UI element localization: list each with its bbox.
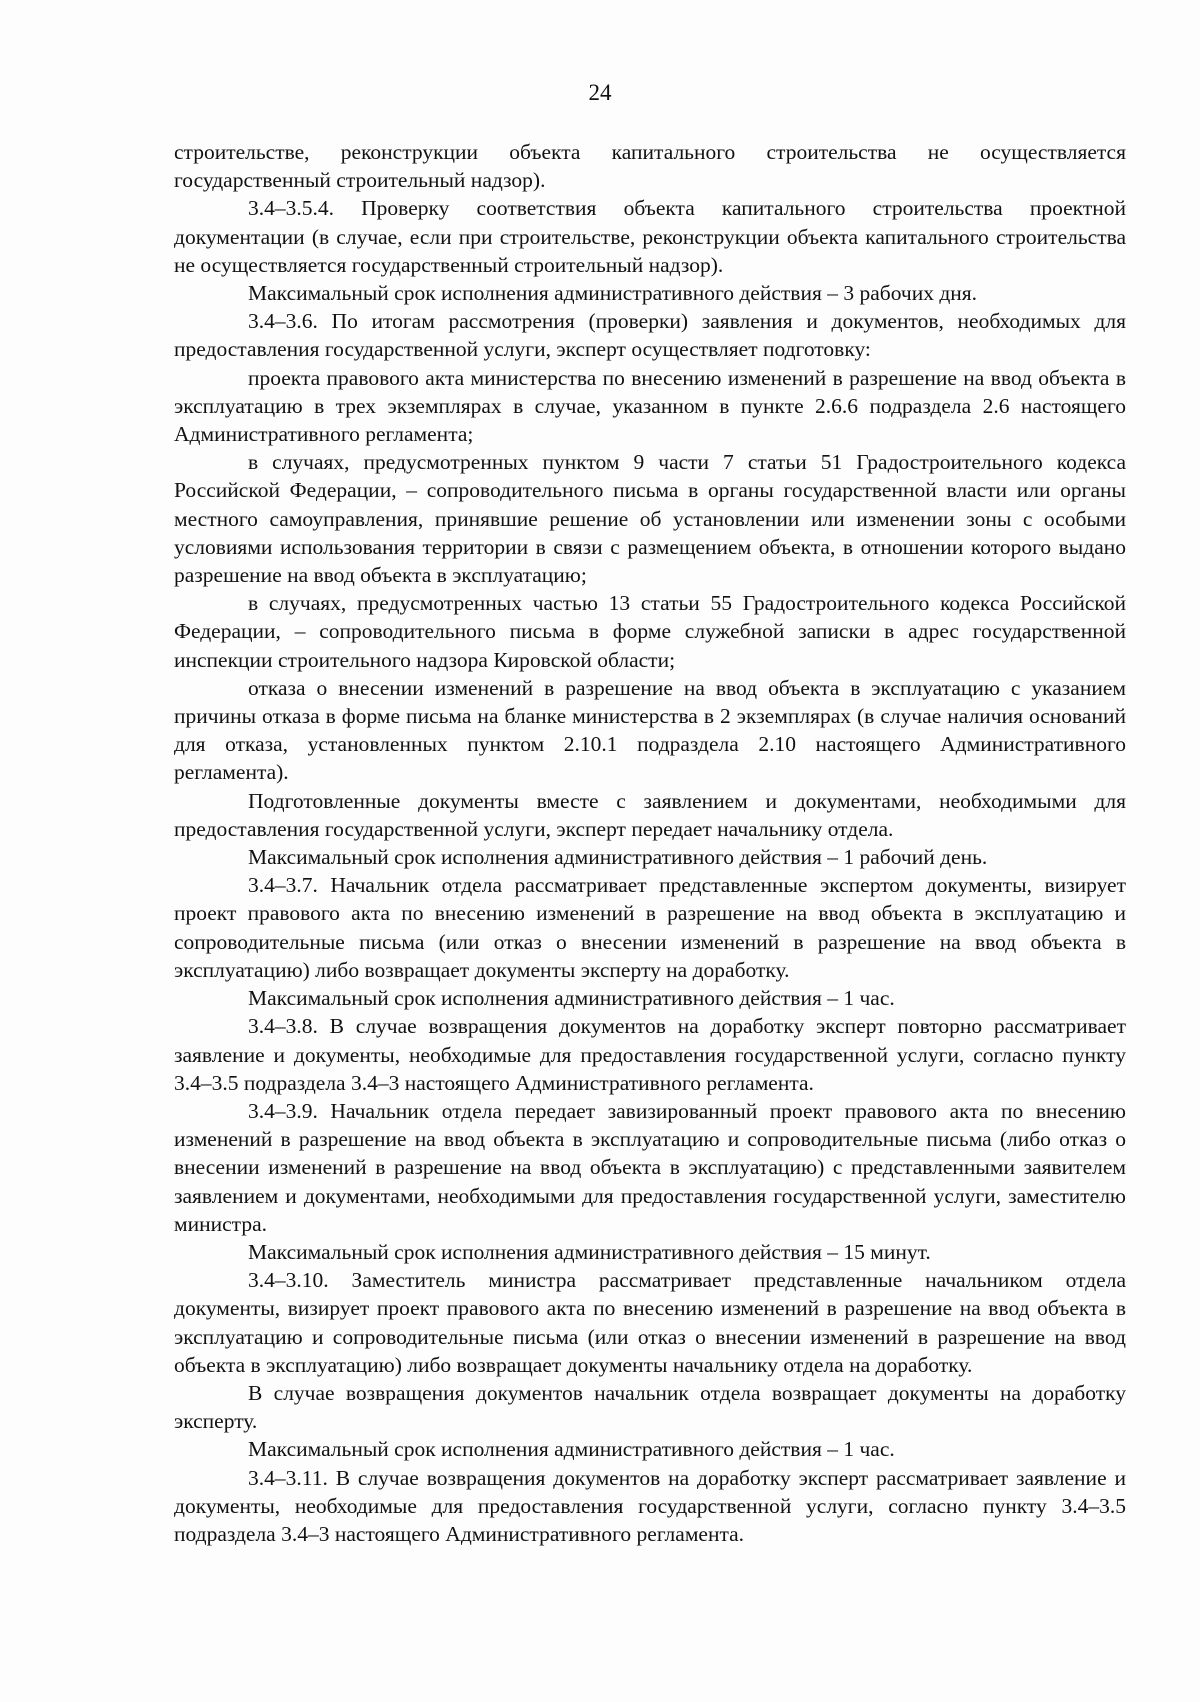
paragraph: Максимальный срок исполнения административного действия – 15 минут. — [248, 1239, 931, 1264]
paragraph: проекта правового акта министерства по внесению изменений в разрешение на ввод объекта в эксплуатацию в трех экземплярах в случае, указанном в пункте 2.6.6 подраздела 2.6 настоящего Административного регламента; — [174, 365, 1126, 447]
paragraph: отказа о внесении изменений в разрешение на ввод объекта в эксплуатацию с указанием причины отказа в форме письма на бланке министерства в 2 экземплярах (в случае наличия оснований для отказа, установленных пунктом 2.10.1 подраздела 2.10 настоящего Административного регламента). — [174, 675, 1126, 785]
paragraph: в случаях, предусмотренных частью 13 статьи 55 Градостроительного кодекса Российской Федерации, – сопроводительного письма в форме служебной записки в адрес государственной инспекции строительного надзора Кировской области; — [174, 591, 1126, 672]
paragraph: 3.4–3.5.4. Проверку соответствия объекта капитального строительства проектной документации (в случае, если при строительстве, реконструкции объекта капитального строительства не осуществляется государственный строительный надзор). — [174, 196, 1126, 277]
paragraph: 3.4–3.11. В случае возвращения документов на доработку эксперт рассматривает заявление и документы, необходимые для предоставления государственной услуги, согласно пункту 3.4–3.5 подраздела 3.4–3 настоящего Административного регламента. — [174, 1465, 1126, 1546]
paragraph: 3.4–3.6. По итогам рассмотрения (проверки) заявления и документов, необходимых для предоставления государственной услуги, эксперт осуществляет подготовку: — [174, 309, 1126, 362]
paragraph: Максимальный срок исполнения административного действия – 1 час. — [248, 986, 895, 1011]
paragraph: 3.4–3.10. Заместитель министра рассматривает представленные начальником отдела документы, визирует проект правового акта по внесению изменений в разрешение на ввод объекта в эксплуатацию и сопроводительные письма (или отказ о внесении изменений в разрешение на ввод объекта в эксплуатацию) либо возвращает документы начальнику отдела на доработку. — [174, 1268, 1126, 1377]
paragraph: В случае возвращения документов начальник отдела возвращает документы на доработку эксперту. — [174, 1380, 1126, 1434]
paragraph: строительстве, реконструкции объекта капитального строительства не осуществляется государственный строительный надзор). — [174, 140, 1126, 193]
paragraph: Максимальный срок исполнения административного действия – 1 час. — [248, 1437, 895, 1462]
paragraph: 3.4–3.8. В случае возвращения документов на доработку эксперт повторно рассматривает заявление и документы, необходимые для предоставления государственной услуги, согласно пункту 3.4–3.5 подраздела 3.4–3 настоящего Административного регламента. — [174, 1014, 1126, 1095]
document-body — [174, 138, 1126, 1548]
paragraph: в случаях, предусмотренных пунктом 9 части 7 статьи 51 Градостроительного кодекса Российской Федерации, – сопроводительного письма в органы государственной власти или органы местного самоуправления, принявшие решение об установлении или изменении зоны с особыми условиями использования территории в связи с размещением объекта, в отношении которого выдано разрешение на ввод объекта в эксплуатацию; — [174, 450, 1126, 588]
page-number: 24 — [588, 80, 612, 105]
paragraph: Максимальный срок исполнения административного действия – 1 рабочий день. — [248, 845, 988, 870]
paragraph: Подготовленные документы вместе с заявлением и документами, необходимыми для предоставления государственной услуги, эксперт передает начальнику отдела. — [174, 788, 1126, 841]
paragraph: 3.4–3.9. Начальник отдела передает завизированный проект правового акта по внесению изменений в разрешение на ввод объекта в эксплуатацию и сопроводительные письма (либо отказ о внесении изменений в разрешение на ввод объекта в эксплуатацию) с представленными заявителем заявлением и документами, необходимыми для предоставления государственной услуги, заместителю министра. — [174, 1098, 1126, 1236]
paragraph: Максимальный срок исполнения административного действия – 3 рабочих дня. — [248, 281, 978, 306]
paragraph: 3.4–3.7. Начальник отдела рассматривает представленные экспертом документы, визирует проект правового акта по внесению изменений в разрешение на ввод объекта в эксплуатацию и сопроводительные письма (или отказ о внесении изменений в разрешение на ввод объекта в эксплуатацию) либо возвращает документы эксперту на доработку. — [174, 873, 1126, 982]
